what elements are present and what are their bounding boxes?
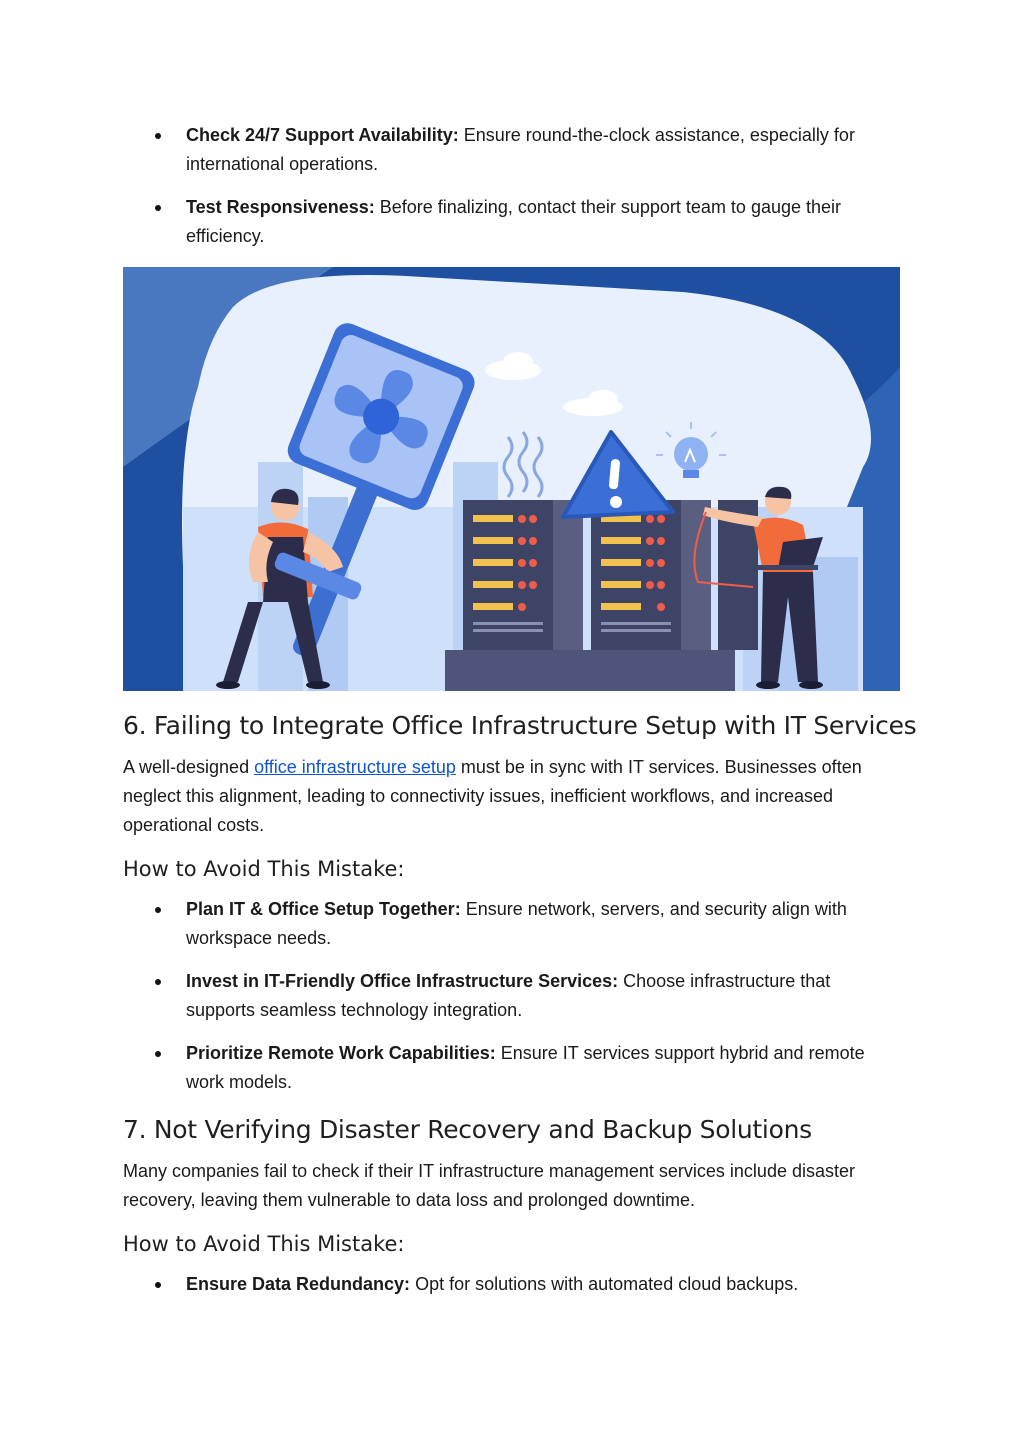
bullet-text: Before finalizing, contact their support team to gauge their efficiency. bbox=[186, 197, 842, 246]
section-6-bullet-list bbox=[0, 895, 1023, 1111]
intro-text: A well-designed bbox=[123, 757, 255, 777]
bullet-dot bbox=[155, 907, 161, 913]
bullet-text: Choose infrastructure that supports seamless technology integration. bbox=[186, 971, 831, 1020]
bullet-dot bbox=[155, 133, 161, 139]
list-item bbox=[0, 967, 1023, 1025]
list-item bbox=[0, 121, 1023, 179]
office-infrastructure-setup-link[interactable]: office infrastructure setup bbox=[254, 757, 456, 777]
bullet-dot bbox=[155, 979, 161, 985]
section-heading-7: 7. Not Verifying Disaster Recovery and Backup Solutions bbox=[123, 1115, 812, 1144]
it-infrastructure-illustration bbox=[123, 267, 900, 691]
section-6-subheading: How to Avoid This Mistake: bbox=[123, 857, 405, 881]
bullet-bold: Plan IT & Office Setup Together: bbox=[186, 899, 461, 919]
intro-text: must be in sync with IT services. Businesses often neglect this alignment, leading to connectivity issues, inefficient workflows, and increased operational costs. bbox=[123, 757, 862, 835]
bullet-bold: Invest in IT-Friendly Office Infrastructure Services: bbox=[186, 971, 619, 991]
bullet-text: Ensure IT services support hybrid and remote work models. bbox=[186, 1043, 865, 1092]
bullet-text: Ensure network, servers, and security align with workspace needs. bbox=[186, 899, 847, 948]
list-item bbox=[0, 1270, 1023, 1299]
bullet-text: Opt for solutions with automated cloud backups. bbox=[410, 1274, 799, 1294]
bullet-bold: Test Responsiveness: bbox=[186, 197, 375, 217]
list-item bbox=[0, 193, 1023, 251]
section-7-subheading: How to Avoid This Mistake: bbox=[123, 1232, 405, 1256]
section-6-intro bbox=[123, 753, 903, 840]
bullet-bold: Prioritize Remote Work Capabilities: bbox=[186, 1043, 496, 1063]
section-7-intro: Many companies fail to check if their IT infrastructure management services include disaster recovery, leaving them vulnerable to data loss and prolonged downtime. bbox=[123, 1161, 855, 1210]
section-7-bullet-list bbox=[0, 1270, 1023, 1313]
list-item bbox=[0, 1039, 1023, 1097]
bullet-dot bbox=[155, 1051, 161, 1057]
section-heading-6: 6. Failing to Integrate Office Infrastructure Setup with IT Services bbox=[123, 711, 917, 740]
bullet-dot bbox=[155, 205, 161, 211]
bullet-text: Ensure round-the-clock assistance, especially for international operations. bbox=[186, 125, 855, 174]
support-bullet-list bbox=[0, 121, 1023, 265]
bullet-dot bbox=[155, 1282, 161, 1288]
list-item bbox=[0, 895, 1023, 953]
bullet-bold: Ensure Data Redundancy: bbox=[186, 1274, 411, 1294]
bullet-bold: Check 24/7 Support Availability: bbox=[186, 125, 459, 145]
